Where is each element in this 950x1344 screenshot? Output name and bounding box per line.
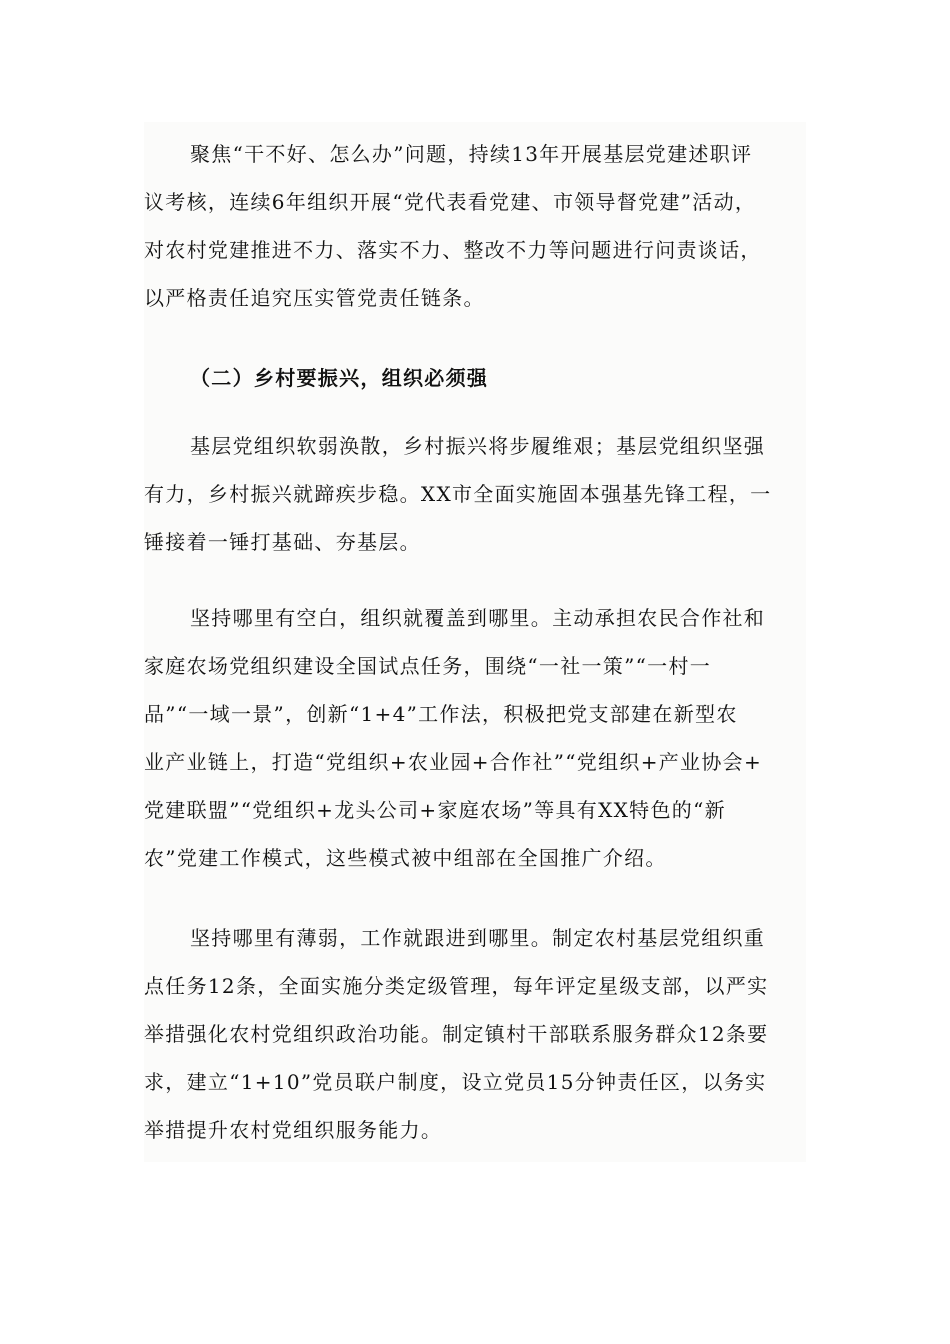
text-line: 举措强化农村党组织政治功能。制定镇村干部联系服务群众12条要 <box>144 1022 769 1046</box>
text-line: 党建联盟”“党组织+龙头公司+家庭农场”等具有XX特色的“新 <box>144 798 726 822</box>
text-line: 点任务12条，全面实施分类定级管理，每年评定星级支部，以严实 <box>144 974 769 998</box>
text-line: 聚焦“干不好、怎么办”问题，持续13年开展基层党建述职评 <box>190 142 753 166</box>
text-line: 有力，乡村振兴就蹄疾步稳。XX市全面实施固本强基先锋工程，一 <box>144 482 772 506</box>
text-line: 锤接着一锤打基础、夯基层。 <box>144 530 421 554</box>
text-line: 坚持哪里有空白，组织就覆盖到哪里。主动承担农民合作社和 <box>190 606 766 630</box>
text-line: 业产业链上，打造“党组织+农业园+合作社”“党组织+产业协会+ <box>144 750 763 774</box>
section-heading: （二）乡村要振兴，组织必须强 <box>190 366 489 390</box>
text-line: 议考核，连续6年组织开展“党代表看党建、市领导督党建”活动， <box>144 190 757 214</box>
text-line: 举措提升农村党组织服务能力。 <box>144 1118 443 1142</box>
text-line: 农”党建工作模式，这些模式被中组部在全国推广介绍。 <box>144 846 667 870</box>
text-line: 坚持哪里有薄弱，工作就跟进到哪里。制定农村基层党组织重 <box>190 926 766 950</box>
text-line: 品”“一域一景”，创新“1+4”工作法，积极把党支部建在新型农 <box>144 702 738 726</box>
text-line: 基层党组织软弱涣散，乡村振兴将步履维艰；基层党组织坚强 <box>190 434 766 458</box>
text-line: 家庭农场党组织建设全国试点任务，围绕“一社一策”“一村一 <box>144 654 712 678</box>
text-line: 对农村党建推进不力、落实不力、整改不力等问题进行问责谈话， <box>144 238 762 262</box>
text-line: 求，建立“1+10”党员联户制度，设立党员15分钟责任区，以务实 <box>144 1070 767 1094</box>
document-body <box>144 122 806 1162</box>
text-line: 以严格责任追究压实管党责任链条。 <box>144 286 485 310</box>
